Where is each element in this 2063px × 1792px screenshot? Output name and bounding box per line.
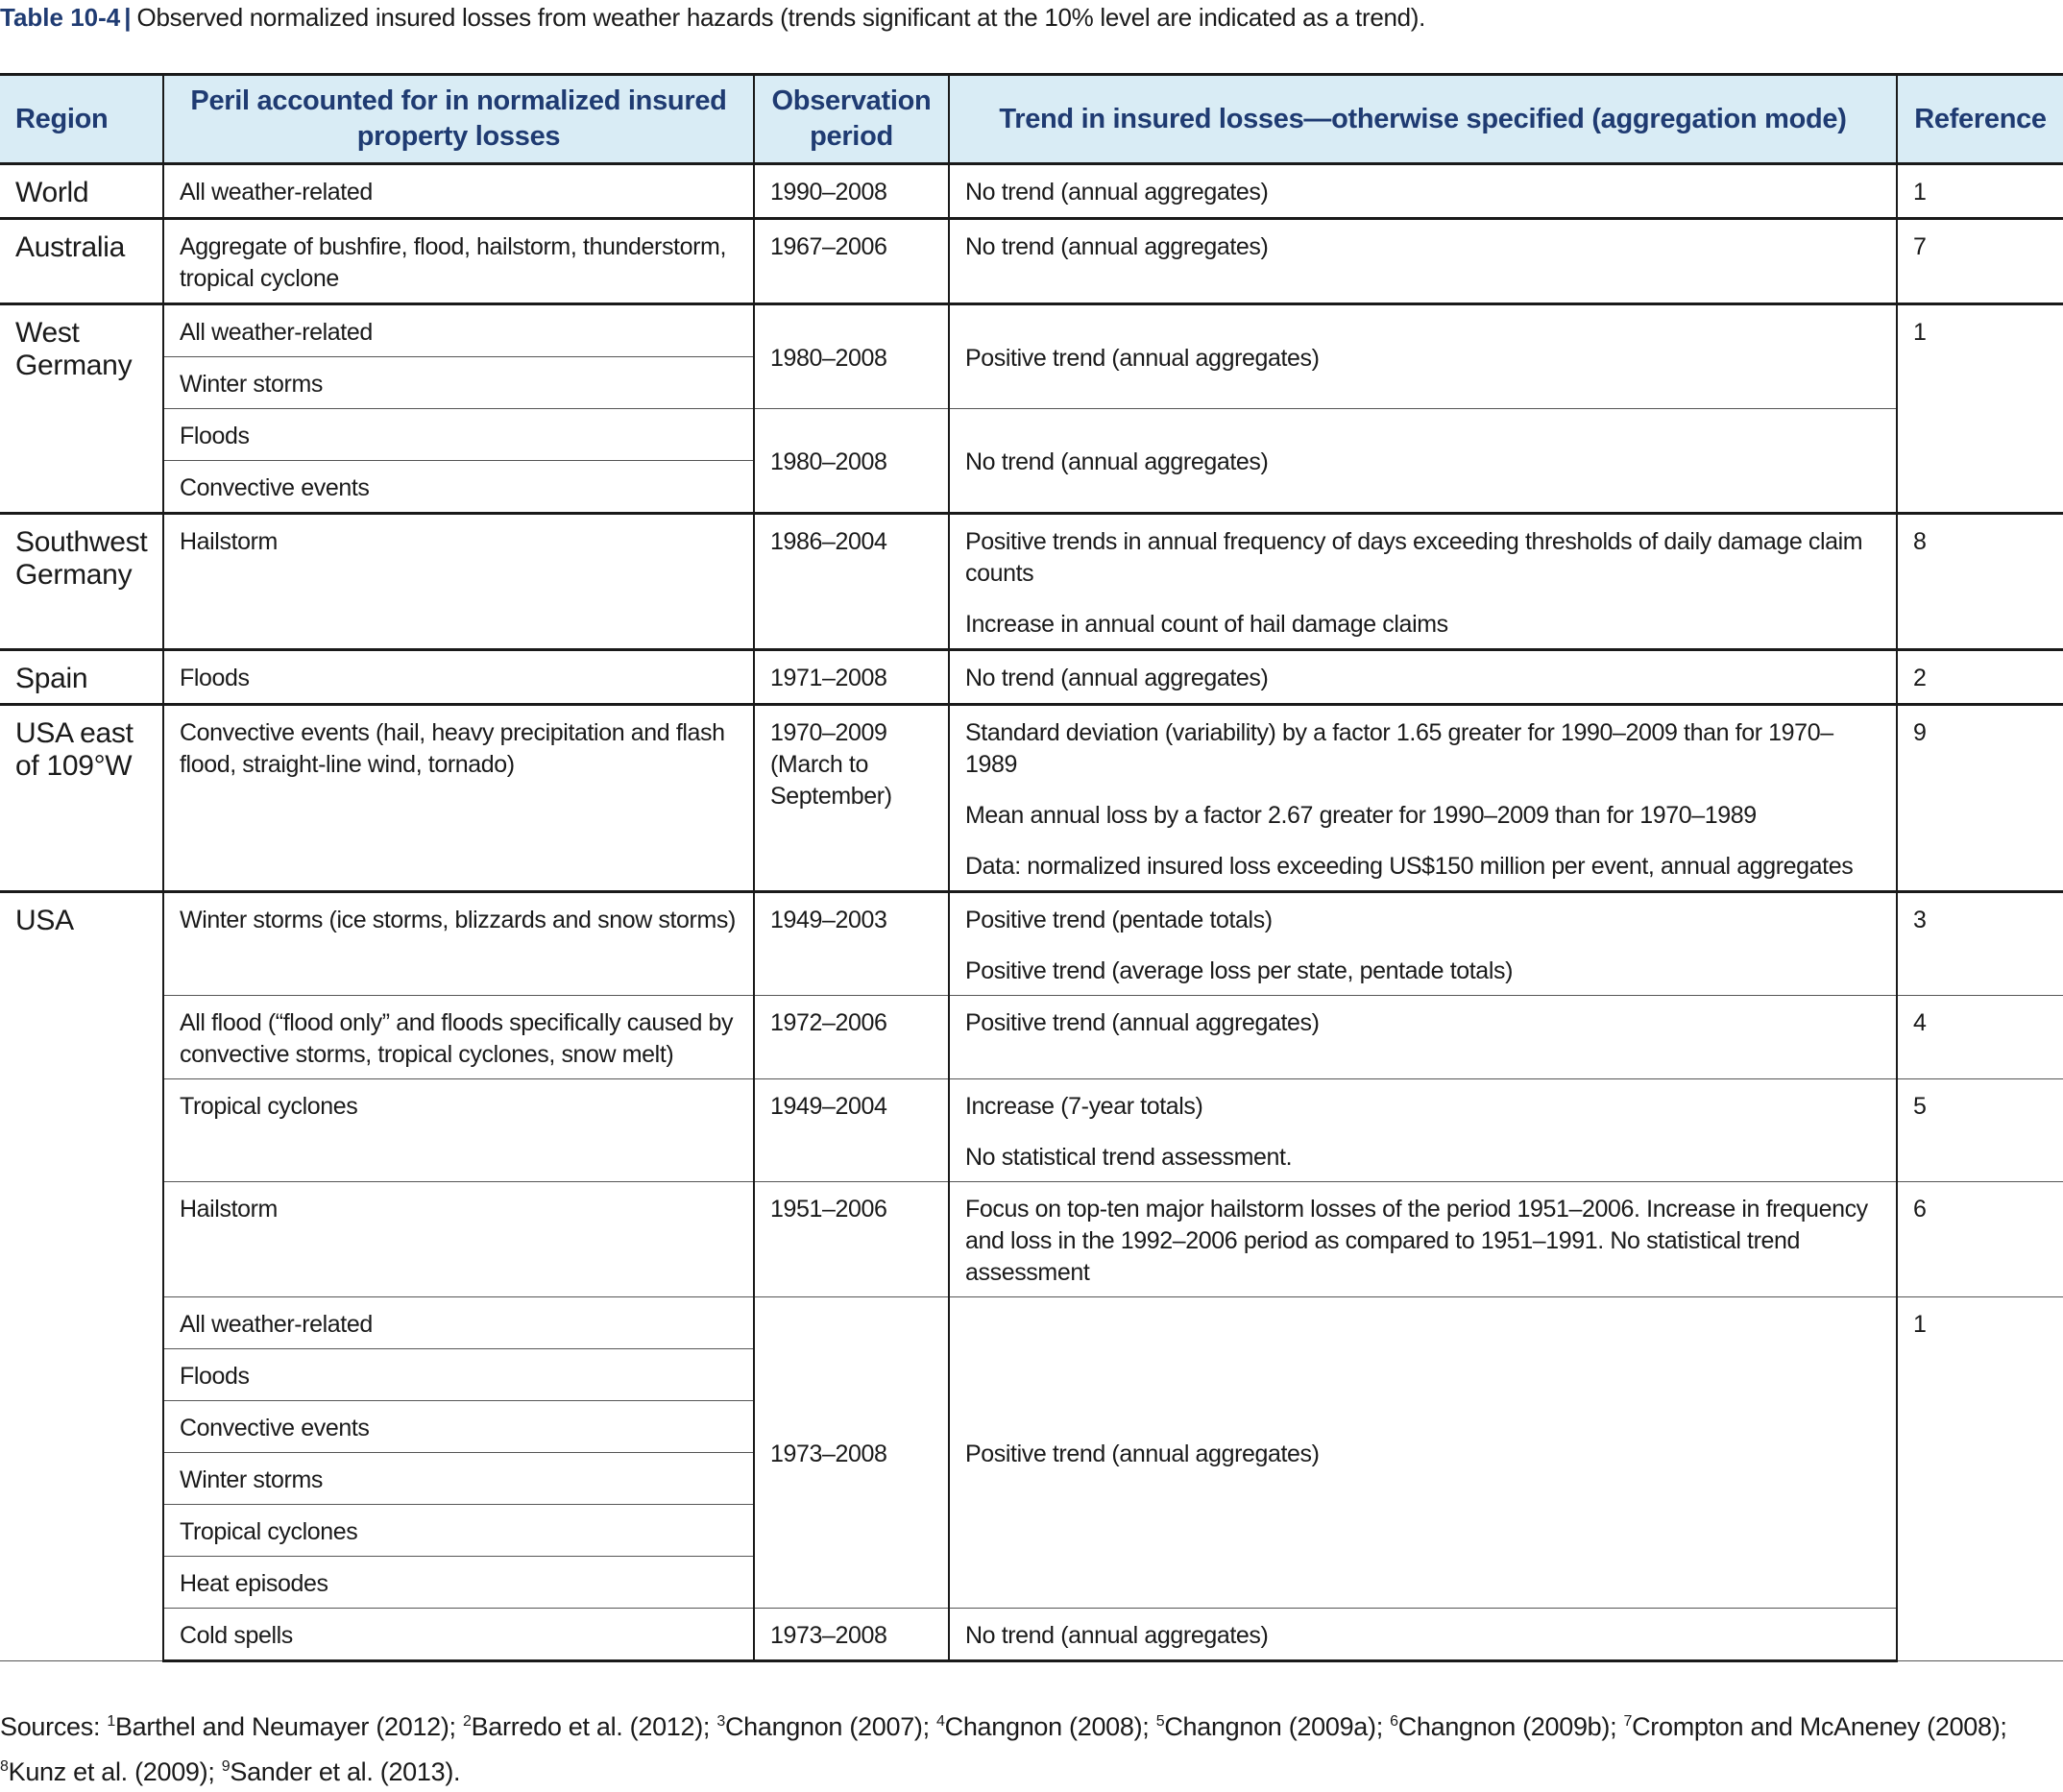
- reference-cell: 2: [1897, 650, 2063, 705]
- peril-cell: Floods: [163, 650, 754, 705]
- peril-cell: All weather-related: [163, 164, 754, 219]
- insured-losses-table: [0, 73, 2063, 1662]
- trend-cell: No trend (annual aggregates): [949, 409, 1897, 514]
- period-cell: 1980–2008: [754, 304, 949, 409]
- table-row: [0, 1079, 2063, 1182]
- source-number: 8: [0, 1758, 9, 1775]
- table-row: [0, 409, 2063, 461]
- trend-line: Increase in annual count of hail damage claims: [965, 611, 1448, 638]
- header-region: Region: [0, 75, 163, 164]
- peril-cell: All weather-related: [163, 1297, 754, 1349]
- peril-cell: Convective events (hail, heavy precipitation and flash flood, straight-line wind, tornado): [163, 705, 754, 892]
- table-row: [0, 219, 2063, 304]
- trend-cell: Positive trend (annual aggregates): [949, 304, 1897, 409]
- peril-cell: Hailstorm: [163, 514, 754, 650]
- table-row: [0, 996, 2063, 1079]
- table-row: [0, 1182, 2063, 1297]
- period-cell: 1973–2008: [754, 1297, 949, 1609]
- reference-cell: 1: [1897, 164, 2063, 219]
- source-number: 2: [462, 1713, 472, 1730]
- period-cell: 1990–2008: [754, 164, 949, 219]
- source-text: Kunz et al. (2009);: [8, 1757, 222, 1786]
- trend-line: Data: normalized insured loss exceeding US$150 million per event, annual aggregates: [965, 853, 1854, 880]
- table-row: [0, 164, 2063, 219]
- table-row: [0, 1609, 2063, 1661]
- peril-cell: Winter storms: [163, 1453, 754, 1505]
- reference-cell: 4: [1897, 996, 2063, 1079]
- peril-cell: Floods: [163, 409, 754, 461]
- table-label: Table 10-4: [0, 3, 121, 32]
- source-text: Crompton and McAneney (2008);: [1632, 1712, 2007, 1741]
- trend-cell: No trend (annual aggregates): [949, 1609, 1897, 1661]
- trend-cell: No trend (annual aggregates): [949, 219, 1897, 304]
- source-number: 4: [936, 1713, 945, 1730]
- peril-cell: Heat episodes: [163, 1557, 754, 1609]
- header-reference: Reference: [1897, 75, 2063, 164]
- table-row: [0, 1297, 2063, 1349]
- reference-cell: 3: [1897, 892, 2063, 996]
- period-line: 1970–2009: [770, 719, 887, 746]
- peril-cell: Convective events: [163, 461, 754, 514]
- peril-cell: Winter storms (ice storms, blizzards and snow storms): [163, 892, 754, 996]
- trend-line: No statistical trend assessment.: [965, 1144, 1293, 1171]
- source-number: 6: [1390, 1713, 1398, 1730]
- peril-cell: Cold spells: [163, 1609, 754, 1661]
- source-text: Changnon (2008);: [944, 1712, 1156, 1741]
- peril-cell: Tropical cyclones: [163, 1505, 754, 1557]
- table-caption: [0, 0, 2063, 35]
- region-cell: Australia: [0, 219, 163, 304]
- caption-separator: |: [124, 3, 132, 32]
- header-row: [0, 75, 2063, 164]
- source-number: 1: [107, 1713, 115, 1730]
- peril-cell: Tropical cyclones: [163, 1079, 754, 1182]
- period-cell: 1980–2008: [754, 409, 949, 514]
- table-row: [0, 892, 2063, 996]
- table-row: [0, 650, 2063, 705]
- header-trend: Trend in insured losses—otherwise specified (aggregation mode): [949, 75, 1897, 164]
- period-cell: 1972–2006: [754, 996, 949, 1079]
- source-number: 5: [1155, 1713, 1165, 1730]
- trend-cell: Positive trend (annual aggregates): [949, 1297, 1897, 1609]
- header-period: Observation period: [754, 75, 949, 164]
- period-cell: [754, 705, 949, 892]
- table-row: [0, 514, 2063, 650]
- period-cell: 1986–2004: [754, 514, 949, 650]
- region-cell: USA: [0, 892, 163, 1661]
- trend-cell: No trend (annual aggregates): [949, 650, 1897, 705]
- reference-cell: 1: [1897, 304, 2063, 514]
- region-cell: USA east of 109°W: [0, 705, 163, 892]
- table-row: [0, 304, 2063, 357]
- peril-cell: All flood (“flood only” and floods specifically caused by convective storms, tropical cyclones, snow melt): [163, 996, 754, 1079]
- source-number: 9: [221, 1758, 231, 1775]
- peril-cell: All weather-related: [163, 304, 754, 357]
- source-number: 7: [1623, 1713, 1633, 1730]
- source-text: Changnon (2009a);: [1164, 1712, 1391, 1741]
- peril-cell: Hailstorm: [163, 1182, 754, 1297]
- region-cell: World: [0, 164, 163, 219]
- reference-cell: 8: [1897, 514, 2063, 650]
- reference-cell: 6: [1897, 1182, 2063, 1297]
- trend-cell: [949, 892, 1897, 996]
- reference-cell: 7: [1897, 219, 2063, 304]
- source-text: Changnon (2009b);: [1397, 1712, 1624, 1741]
- trend-cell: Focus on top-ten major hailstorm losses of the period 1951–2006. Increase in frequency and loss in the 1992–2006 period as compared to 1951–1991. No statistical trend assessment: [949, 1182, 1897, 1297]
- period-cell: 1973–2008: [754, 1609, 949, 1661]
- reference-cell: 9: [1897, 705, 2063, 892]
- trend-line: Mean annual loss by a factor 2.67 greater for 1990–2009 than for 1970–1989: [965, 802, 1757, 829]
- peril-cell: Aggregate of bushfire, flood, hailstorm, thunderstorm, tropical cyclone: [163, 219, 754, 304]
- source-text: Barthel and Neumayer (2012);: [114, 1712, 463, 1741]
- region-cell: Southwest Germany: [0, 514, 163, 650]
- sources-footnote: [0, 1702, 2063, 1792]
- sources-prefix: Sources:: [0, 1712, 108, 1741]
- trend-cell: [949, 514, 1897, 650]
- source-text: Sander et al. (2013).: [230, 1757, 461, 1786]
- period-line: (March to September): [770, 751, 892, 810]
- trend-cell: [949, 705, 1897, 892]
- trend-line: Positive trend (average loss per state, pentade totals): [965, 957, 1513, 984]
- period-cell: 1951–2006: [754, 1182, 949, 1297]
- peril-cell: Winter storms: [163, 357, 754, 409]
- trend-line: Increase (7-year totals): [965, 1093, 1203, 1120]
- source-text: Changnon (2007);: [724, 1712, 937, 1741]
- peril-cell: Convective events: [163, 1401, 754, 1453]
- region-cell: West Germany: [0, 304, 163, 514]
- period-cell: 1949–2004: [754, 1079, 949, 1182]
- trend-cell: Positive trend (annual aggregates): [949, 996, 1897, 1079]
- caption-text: Observed normalized insured losses from weather hazards (trends significant at the 10% level are indicated as a trend).: [136, 3, 1426, 32]
- trend-line: Positive trends in annual frequency of days exceeding thresholds of daily damage claim counts: [965, 528, 1863, 587]
- peril-cell: Floods: [163, 1349, 754, 1401]
- trend-line: Positive trend (pentade totals): [965, 907, 1273, 933]
- period-cell: 1949–2003: [754, 892, 949, 996]
- trend-cell: [949, 1079, 1897, 1182]
- reference-cell: 5: [1897, 1079, 2063, 1182]
- header-peril: Peril accounted for in normalized insured property losses: [163, 75, 754, 164]
- reference-cell: 1: [1897, 1297, 2063, 1661]
- source-number: 3: [716, 1713, 725, 1730]
- trend-cell: No trend (annual aggregates): [949, 164, 1897, 219]
- source-text: Barredo et al. (2012);: [471, 1712, 717, 1741]
- region-cell: Spain: [0, 650, 163, 705]
- period-cell: 1967–2006: [754, 219, 949, 304]
- trend-line: Standard deviation (variability) by a factor 1.65 greater for 1990–2009 than for 1970–1989: [965, 719, 1833, 778]
- table-row: [0, 705, 2063, 892]
- period-cell: 1971–2008: [754, 650, 949, 705]
